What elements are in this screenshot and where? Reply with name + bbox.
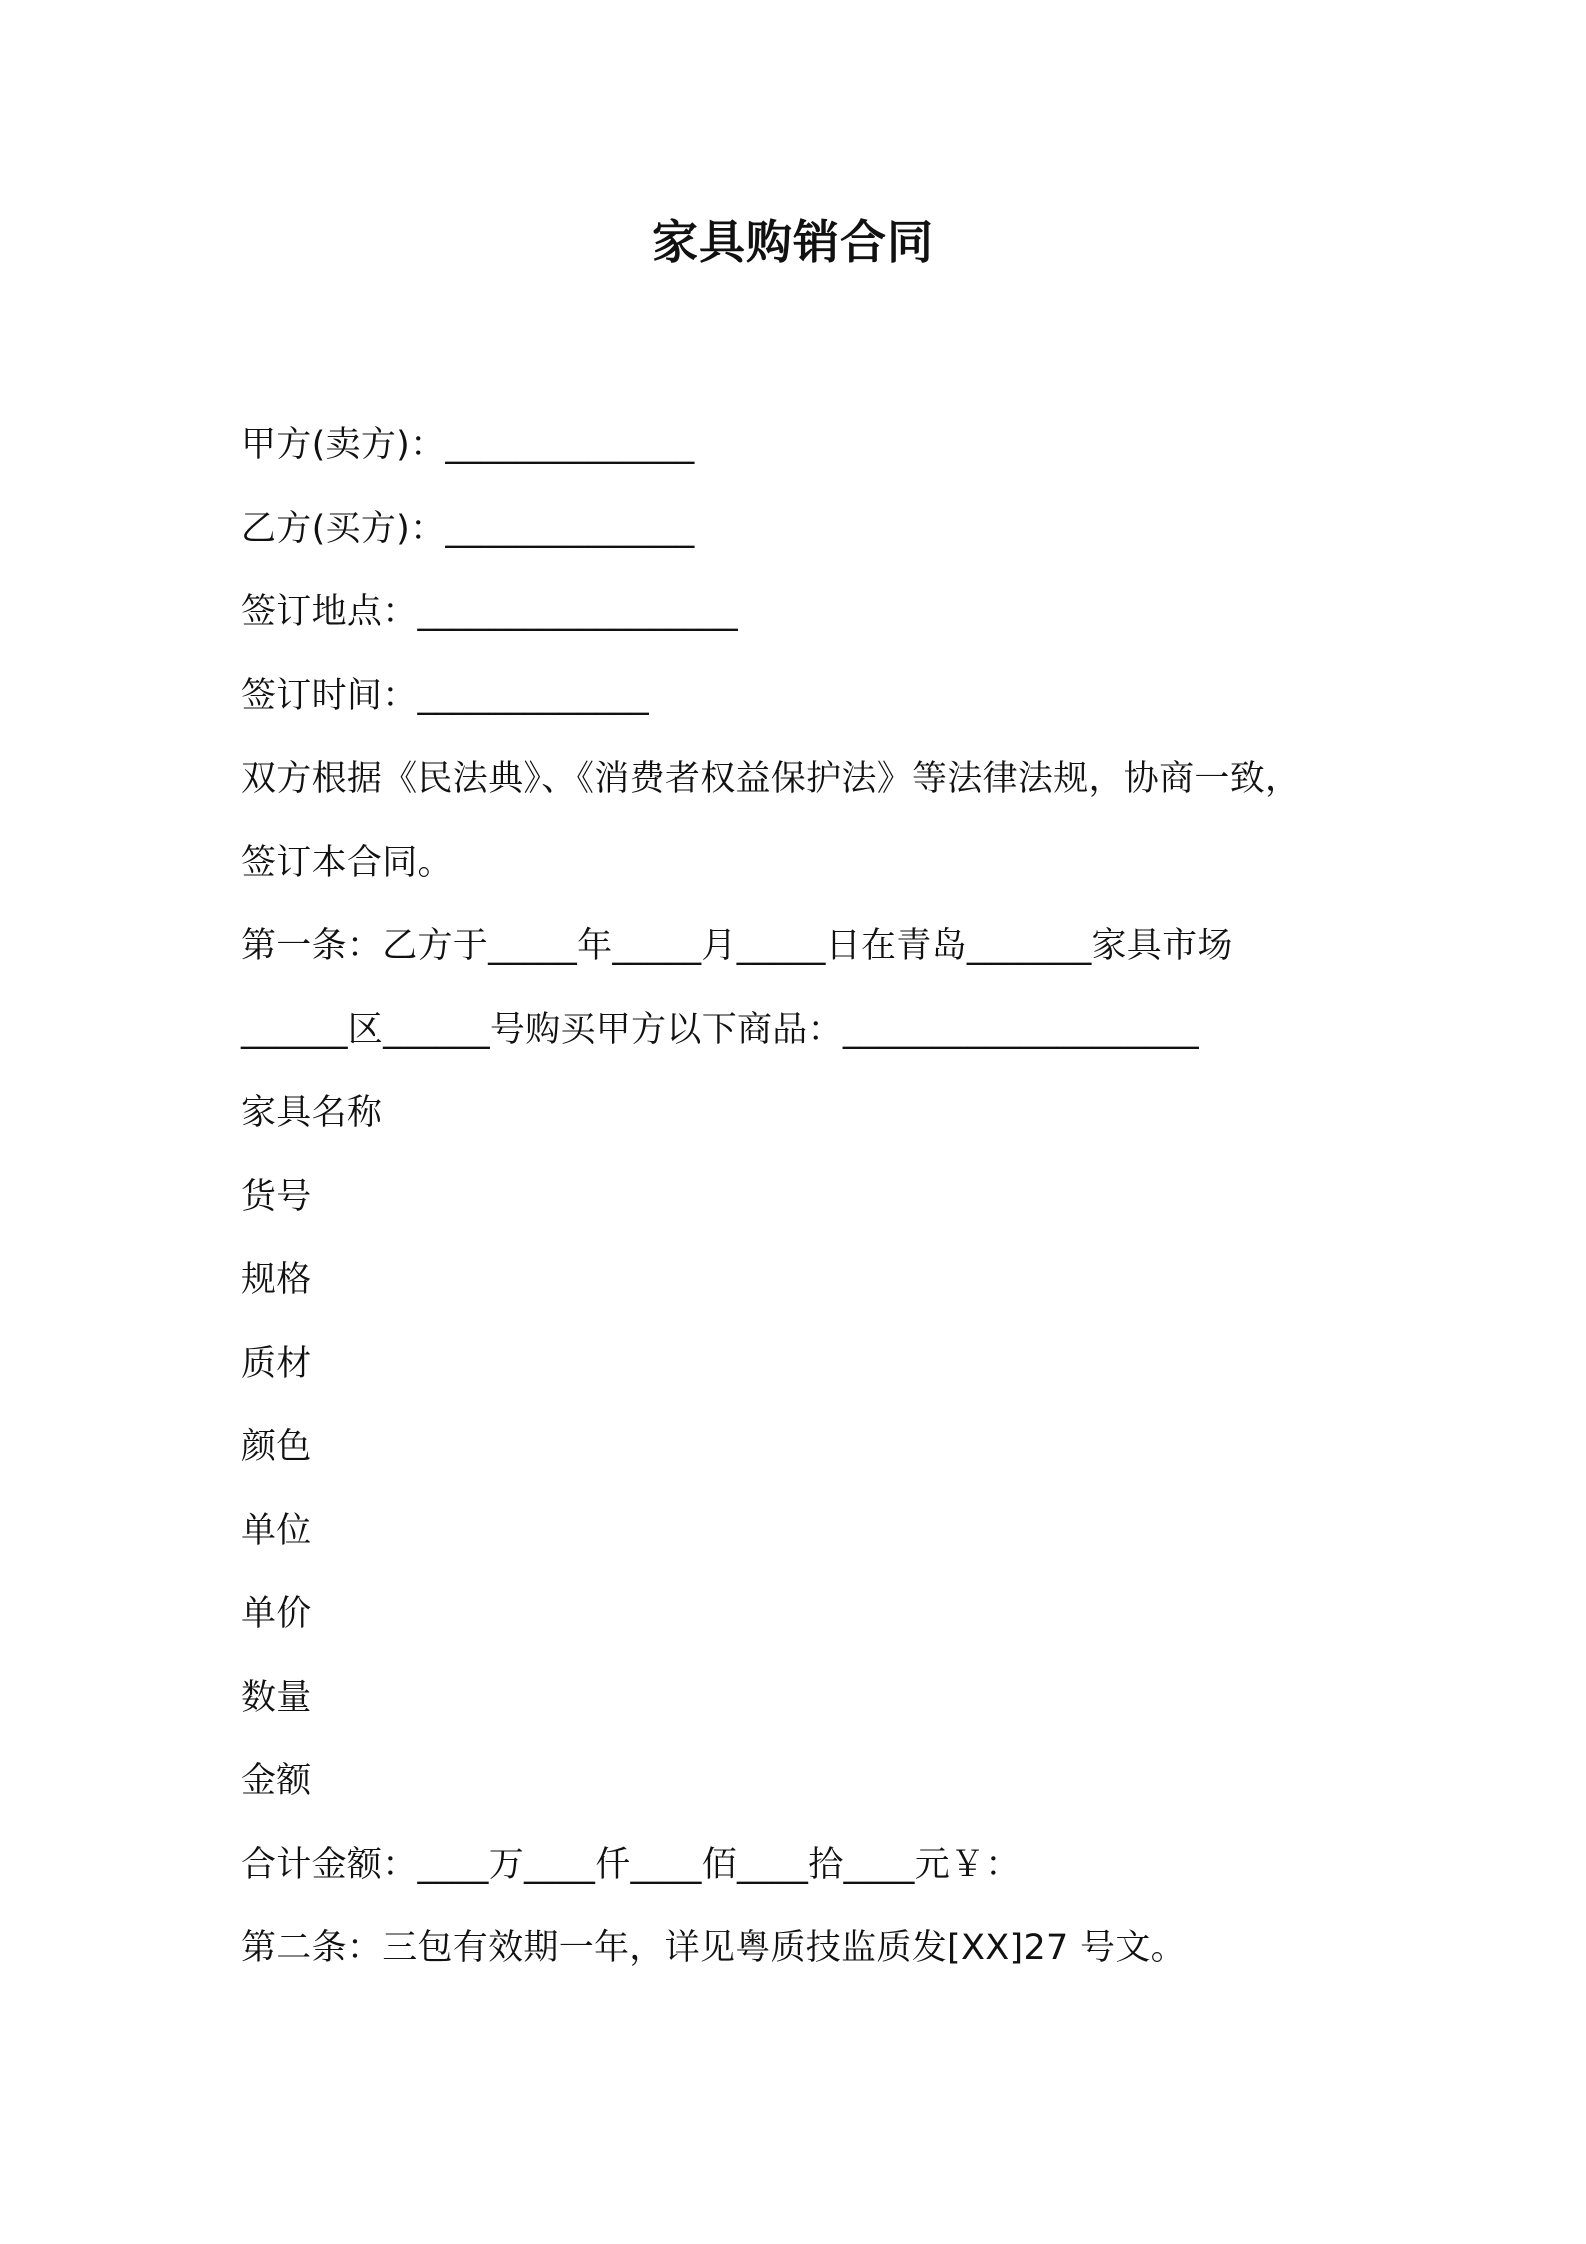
item-field-name: 家具名称 <box>241 1093 383 1133</box>
item-field-color: 颜色 <box>241 1427 312 1467</box>
item-field-sku: 货号 <box>241 1176 312 1217</box>
item-field-unit: 单位 <box>241 1510 312 1551</box>
article-1-line-1: 第一条：乙方于_____年_____月_____日在青岛_______家具市场 <box>241 926 1233 966</box>
item-field-amount: 金额 <box>241 1761 312 1801</box>
document-body <box>241 404 1371 1991</box>
signing-time-line: 签订时间：_____________ <box>241 675 649 716</box>
buyer-line: 乙方(买方)：______________ <box>241 508 695 549</box>
seller-line: 甲方(卖方)：______________ <box>241 425 695 465</box>
signing-place-line: 签订地点：__________________ <box>241 592 738 632</box>
document-title: 家具购销合同 <box>652 215 934 269</box>
item-field-material: 质材 <box>241 1343 312 1384</box>
preamble-line-2: 签订本合同。 <box>241 842 453 883</box>
item-field-quantity: 数量 <box>241 1677 312 1718</box>
article-1-line-2: ______区______号购买甲方以下商品：____________________ <box>241 1009 1199 1050</box>
preamble-line-1: 双方根据《民法典》、《消费者权益保护法》等法律法规，协商一致， <box>241 759 1301 799</box>
item-field-unit-price: 单价 <box>241 1594 312 1634</box>
total-amount-line: 合计金额：____万____仟____佰____拾____元￥： <box>241 1844 1021 1885</box>
article-2-line: 第二条：三包有效期一年，详见粤质技监质发[XX]27 号文。 <box>241 1928 1186 1968</box>
item-field-spec: 规格 <box>241 1260 312 1300</box>
